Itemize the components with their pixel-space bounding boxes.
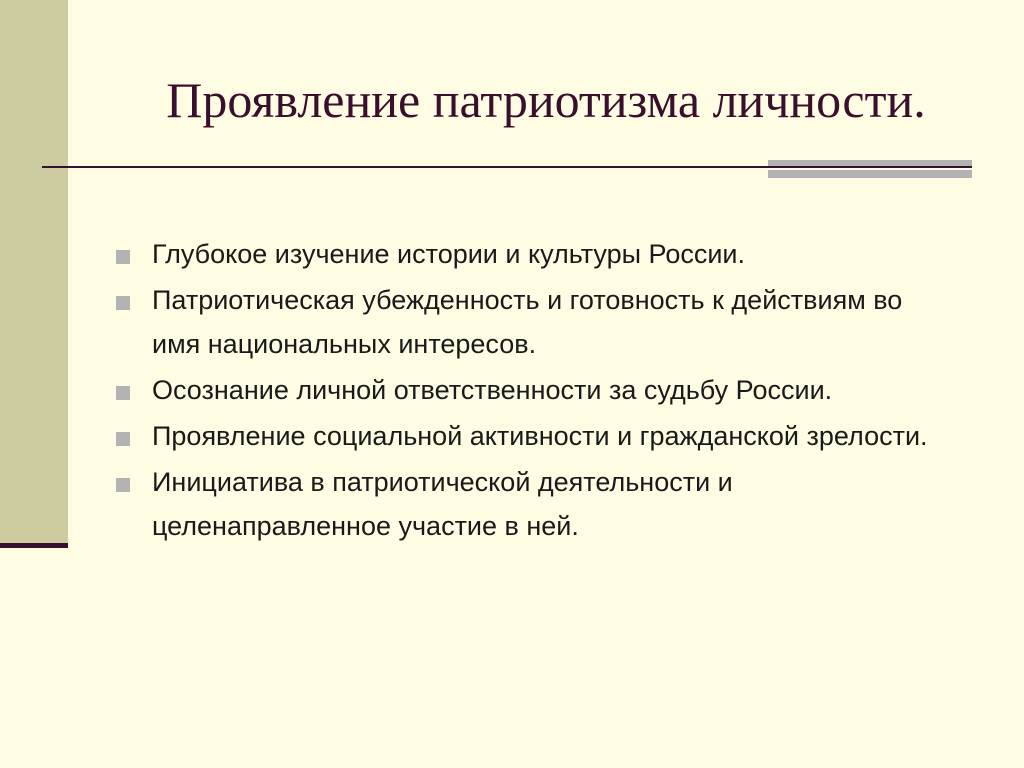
bullet-text: Патриотическая убежденность и готовность к действиям во имя национальных интересов. (152, 285, 903, 359)
bullet-item (112, 460, 932, 548)
square-bullet-icon (116, 478, 130, 492)
bullet-item (112, 368, 932, 412)
square-bullet-icon (116, 432, 130, 446)
bullet-item (112, 414, 932, 458)
bullet-text: Глубокое изучение истории и культуры России. (152, 239, 745, 269)
left-decorative-band (0, 0, 68, 546)
bullet-list (112, 232, 932, 549)
square-bullet-icon (116, 386, 130, 400)
accent-bar-top (768, 160, 972, 166)
bullet-item (112, 278, 932, 366)
accent-bar-bottom (768, 170, 972, 178)
bullet-text: Инициатива в патриотической деятельности и целенаправленное участие в ней. (152, 467, 733, 541)
bullet-item (112, 232, 932, 276)
left-band-underline (0, 543, 68, 548)
slide-title: Проявление патриотизма личности. (166, 72, 926, 128)
bullet-text: Проявление социальной активности и гражданской зрелости. (152, 421, 928, 451)
title-accent-bars (768, 160, 972, 178)
square-bullet-icon (116, 250, 130, 264)
square-bullet-icon (116, 296, 130, 310)
bullet-text: Осознание личной ответственности за судьбу России. (152, 375, 833, 405)
